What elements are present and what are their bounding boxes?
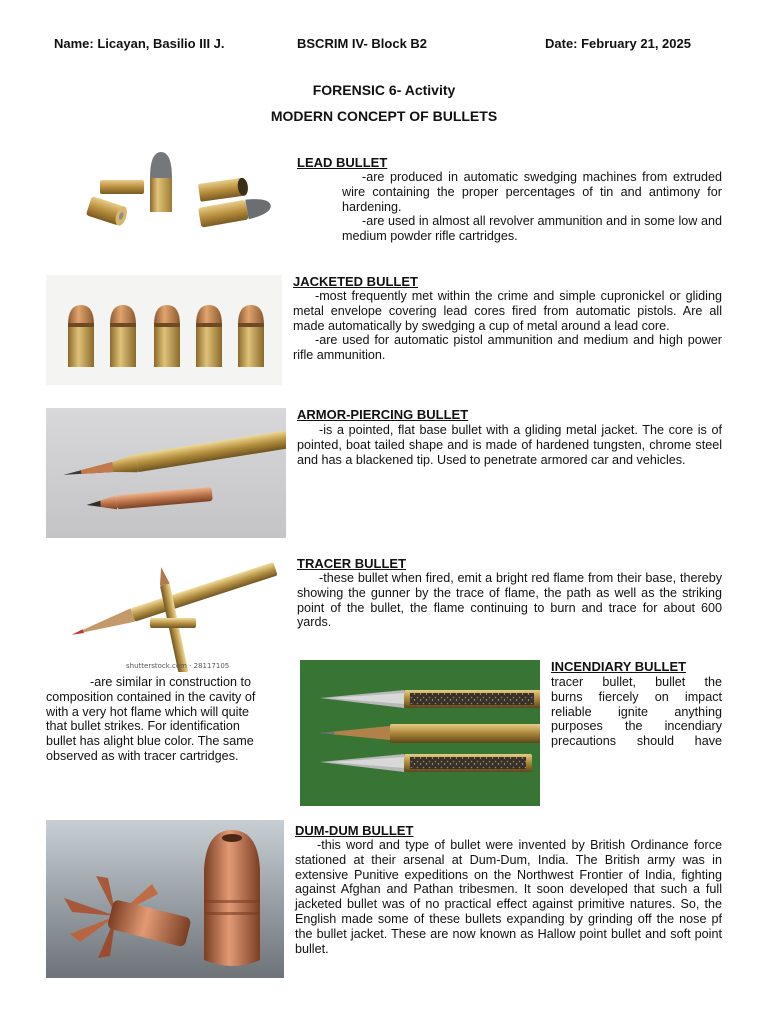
incendiary-right-line: purposes the incendiary — [551, 719, 722, 734]
incendiary-right-text — [551, 675, 722, 749]
incendiary-left-line: bullet has alight blue color. The same — [46, 734, 254, 749]
student-name: Name: Licayan, Basilio III J. — [54, 36, 225, 51]
dum-dum-title: DUM-DUM BULLET — [295, 823, 414, 838]
incendiary-left-line: -are similar in construction to — [90, 675, 251, 689]
armor-piercing-title: ARMOR-PIERCING BULLET — [297, 407, 469, 422]
dum-dum-image — [46, 820, 284, 978]
incendiary-bullet-title: INCENDIARY BULLET — [551, 659, 687, 674]
jacketed-bullet-p1: -most frequently met within the crime and simple cupronickel or gliding metal envelope covering lead cores fired from automatic pistols. Are all made automatically by swedging a cup of metal around a lead core. — [293, 289, 722, 333]
lead-bullet-title: LEAD BULLET — [297, 155, 388, 170]
dum-dum-text — [295, 838, 722, 956]
topic-title: MODERN CONCEPT OF BULLETS — [270, 108, 498, 124]
armor-piercing-p1: -is a pointed, flat base bullet with a gliding metal jacket. The core is of pointed, boat tailed shape and is made of hardened tungsten, chrome steel and has a blackened tip. Used to penetrate armored car and vehicles. — [297, 423, 722, 467]
tracer-bullet-title: TRACER BULLET — [297, 556, 407, 571]
dum-dum-p1: -this word and type of bullet were invented by British Ordinance force stationed at their arsenal at Dum-Dum, India. The British army was in extensive Punitive expeditions on the Northwest Frontier of India, fighting against Afghan and Pathan tribesmen. It soon developed that such a full jacketed bullet was of no practical effect against primitive natures. So, the English made some of these bullets expanding by grinding off the nose pf the bullet jacket. These are now known as Hallow point bullet and soft point bullet. — [295, 838, 722, 956]
lead-bullet-p1: -are produced in automatic swedging machines from extruded wire containing the proper percentages of tin and antimony for hardening. — [342, 170, 722, 214]
lead-bullet-image — [46, 136, 284, 264]
incendiary-left-line: with a very hot flame which will quite — [46, 704, 249, 719]
armor-piercing-image — [46, 408, 286, 538]
tracer-bullet-text — [297, 571, 722, 630]
jacketed-bullet-p2: -are used for automatic pistol ammunition and medium and high power rifle ammunition. — [293, 333, 722, 363]
incendiary-bullet-image — [300, 660, 540, 806]
incendiary-left-line: that bullet strikes. For identification — [46, 719, 240, 734]
incendiary-right-line: burns fiercely on impact — [551, 689, 722, 704]
tracer-watermark: shutterstock.com · 28117105 — [126, 662, 230, 670]
incendiary-left-line: composition contained in the cavity of — [46, 689, 256, 704]
incendiary-right-line: tracer bullet, bullet the — [551, 675, 722, 689]
jacketed-bullet-image — [46, 275, 282, 385]
lead-bullet-text — [342, 170, 722, 244]
tracer-bullet-image — [46, 548, 286, 672]
incendiary-right-line: reliable ignite anything — [551, 704, 722, 719]
jacketed-bullet-title: JACKETED BULLET — [293, 274, 418, 289]
jacketed-bullet-text — [293, 289, 722, 363]
incendiary-left-text — [46, 675, 299, 764]
incendiary-right-line: precautions should have — [551, 734, 722, 749]
tracer-bullet-p1: -these bullet when fired, emit a bright red flame from their base, thereby showing the gunner by the trace of flame, the path as well as the striking point of the bullet, the flame continuing to burn and trace for about 600 yards. — [297, 571, 722, 630]
lead-bullet-p2: -are used in almost all revolver ammunition and in some low and medium powder rifle cartridges. — [342, 214, 722, 244]
course-block: BSCRIM IV- Block B2 — [297, 36, 428, 51]
submission-date: Date: February 21, 2025 — [545, 36, 691, 51]
activity-title: FORENSIC 6- Activity — [312, 82, 456, 98]
armor-piercing-text — [297, 423, 722, 467]
incendiary-left-line: observed as with tracer cartridges. — [46, 748, 239, 763]
